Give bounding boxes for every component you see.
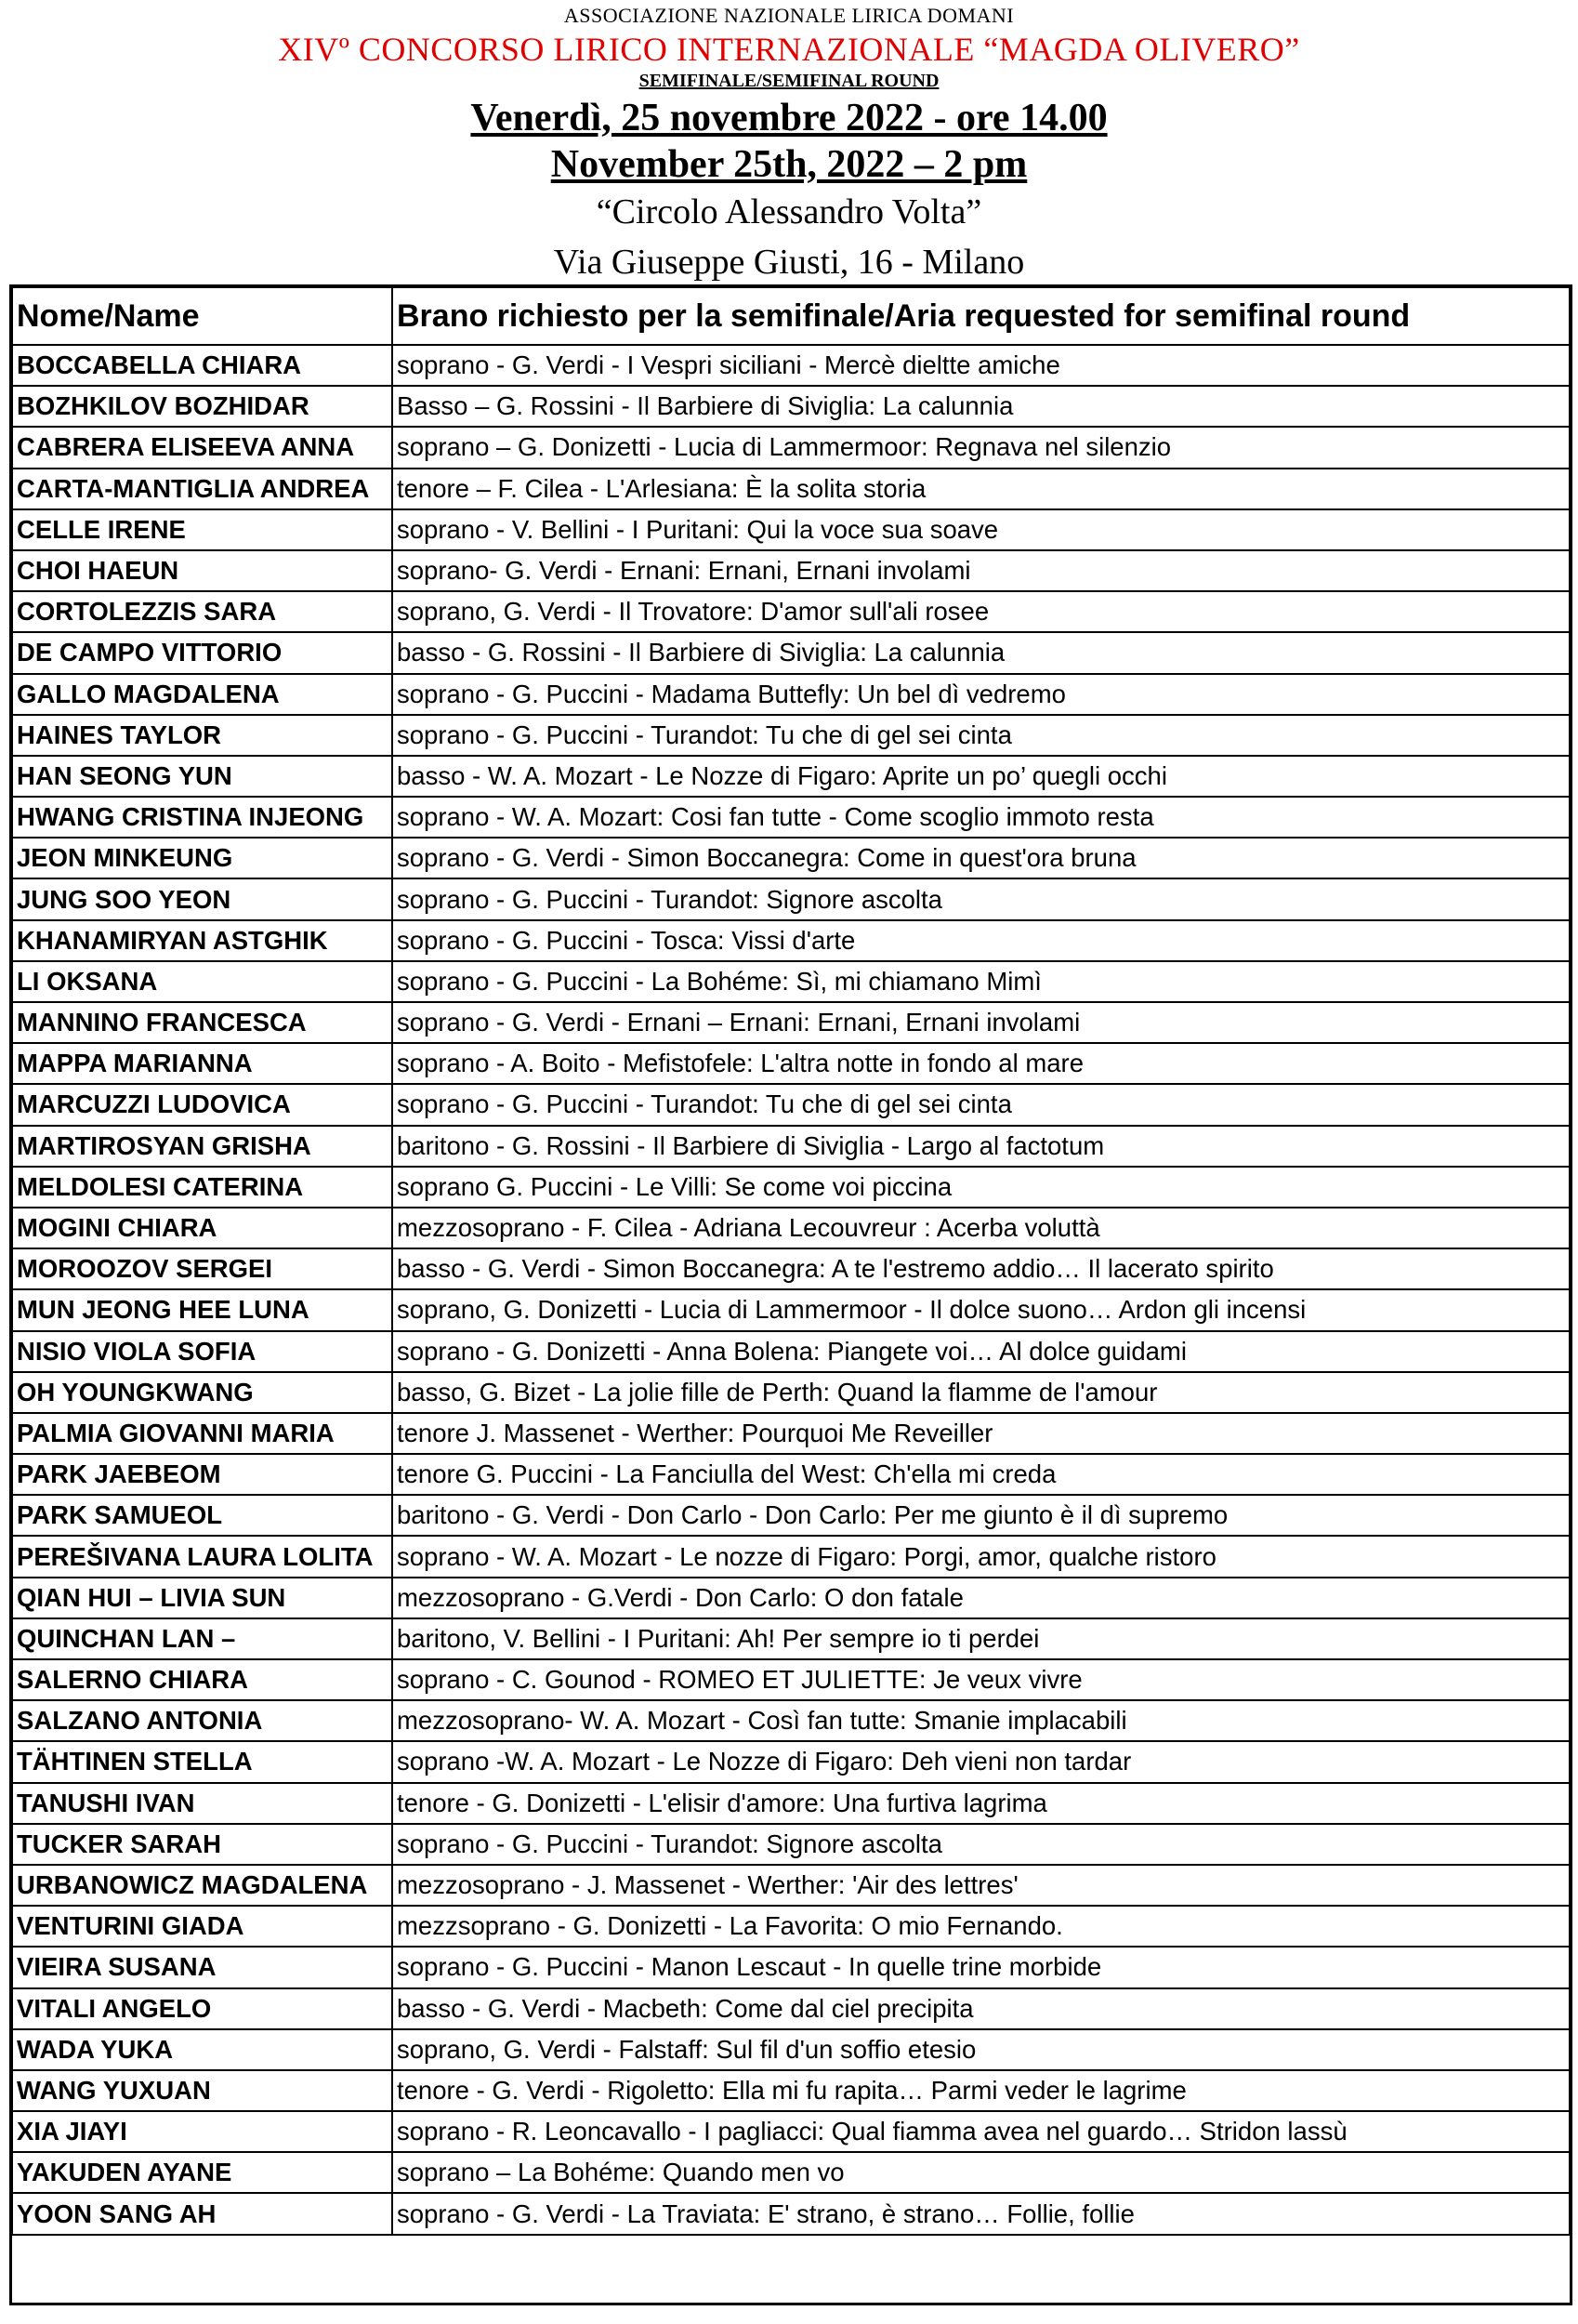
- participant-name: KHANAMIRYAN ASTGHIK: [12, 920, 392, 961]
- table-row: [12, 961, 1570, 1002]
- aria-requested: soprano - R. Leoncavallo - I pagliacci: Qual fiamma avea nel guardo… Stridon lassù: [392, 2111, 1570, 2152]
- association-name: ASSOCIAZIONE NAZIONALE LIRICA DOMANI: [563, 4, 1015, 27]
- table-row: [12, 1126, 1570, 1167]
- aria-requested: soprano - G. Puccini - Madama Buttefly: Un bel dì vedremo: [392, 674, 1570, 715]
- table-row: [12, 1536, 1570, 1577]
- aria-requested: soprano - G. Puccini - Manon Lescaut - In quelle trine morbide: [392, 1947, 1570, 1987]
- aria-requested: soprano -W. A. Mozart - Le Nozze di Figaro: Deh vieni non tardar: [392, 1741, 1570, 1782]
- table-row: [12, 1043, 1570, 1084]
- participant-name: MAPPA MARIANNA: [12, 1043, 392, 1084]
- table-row: [12, 1454, 1570, 1495]
- participant-name: CORTOLEZZIS SARA: [12, 591, 392, 632]
- participant-name: CHOI HAEUN: [12, 550, 392, 591]
- participant-name: MOGINI CHIARA: [12, 1208, 392, 1248]
- table-row: [12, 2193, 1570, 2234]
- participants-table: [11, 286, 1571, 2236]
- participant-name: MANNINO FRANCESCA: [12, 1002, 392, 1043]
- aria-requested: baritono - G. Rossini - Il Barbiere di Siviglia - Largo al factotum: [392, 1126, 1570, 1167]
- aria-requested: soprano - G. Puccini - Turandot: Tu che di gel sei cinta: [392, 715, 1570, 756]
- table-row: [12, 1248, 1570, 1289]
- participant-name: HAINES TAYLOR: [12, 715, 392, 756]
- participant-name: QIAN HUI – LIVIA SUN: [12, 1578, 392, 1618]
- table-row: [12, 345, 1570, 386]
- table-row: [12, 386, 1570, 427]
- aria-requested: basso - W. A. Mozart - Le Nozze di Figaro: Aprite un po’ quegli occhi: [392, 756, 1570, 797]
- participant-name: CARTA-MANTIGLIA ANDREA: [12, 469, 392, 509]
- aria-requested: Basso – G. Rossini - Il Barbiere di Siviglia: La calunnia: [392, 386, 1570, 427]
- table-row: [12, 715, 1570, 756]
- aria-requested: mezzosoprano- W. A. Mozart - Così fan tutte: Smanie implacabili: [392, 1700, 1570, 1741]
- table-row: [12, 838, 1570, 878]
- participant-name: DE CAMPO VITTORIO: [12, 632, 392, 673]
- table-row: [12, 1947, 1570, 1987]
- table-row: [12, 2029, 1570, 2070]
- table-row: [12, 509, 1570, 550]
- participant-name: BOCCABELLA CHIARA: [12, 345, 392, 386]
- aria-requested: soprano – G. Donizetti - Lucia di Lammermoor: Regnava nel silenzio: [392, 427, 1570, 468]
- column-header-name: Nome/Name: [12, 287, 392, 345]
- table-row: [12, 591, 1570, 632]
- table-row: [12, 878, 1570, 919]
- table-row: [12, 1413, 1570, 1454]
- aria-requested: soprano - A. Boito - Mefistofele: L'altra notte in fondo al mare: [392, 1043, 1570, 1084]
- aria-requested: basso - G. Rossini - Il Barbiere di Siviglia: La calunnia: [392, 632, 1570, 673]
- participant-name: WADA YUKA: [12, 2029, 392, 2070]
- table-row: [12, 1578, 1570, 1618]
- table-body: [12, 345, 1570, 2235]
- table-row: [12, 632, 1570, 673]
- participant-name: SALZANO ANTONIA: [12, 1700, 392, 1741]
- table-row: [12, 2152, 1570, 2193]
- aria-requested: soprano - C. Gounod - ROMEO ET JULIETTE: Je veux vivre: [392, 1659, 1570, 1700]
- round-label: SEMIFINALE/SEMIFINAL ROUND: [638, 71, 940, 91]
- aria-requested: mezzosoprano - J. Massenet - Werther: 'Air des lettres': [392, 1865, 1570, 1906]
- table-row: [12, 1988, 1570, 2029]
- aria-requested: soprano - V. Bellini - I Puritani: Qui la voce sua soave: [392, 509, 1570, 550]
- table-row: [12, 1372, 1570, 1413]
- participant-name: MUN JEONG HEE LUNA: [12, 1289, 392, 1330]
- aria-requested: soprano, G. Donizetti - Lucia di Lammermoor - Il dolce suono… Ardon gli incensi: [392, 1289, 1570, 1330]
- aria-requested: soprano G. Puccini - Le Villi: Se come voi piccina: [392, 1167, 1570, 1208]
- aria-requested: soprano - G. Verdi - Ernani – Ernani: Ernani, Ernani involami: [392, 1002, 1570, 1043]
- participant-name: MELDOLESI CATERINA: [12, 1167, 392, 1208]
- table-row: [12, 469, 1570, 509]
- participant-name: PARK JAEBEOM: [12, 1454, 392, 1495]
- aria-requested: soprano - G. Verdi - La Traviata: E' strano, è strano… Follie, follie: [392, 2193, 1570, 2234]
- aria-requested: soprano – La Bohéme: Quando men vo: [392, 2152, 1570, 2193]
- table-row: [12, 1208, 1570, 1248]
- aria-requested: tenore - G. Verdi - Rigoletto: Ella mi fu rapita… Parmi veder le lagrime: [392, 2070, 1570, 2111]
- participant-name: QUINCHAN LAN –: [12, 1618, 392, 1659]
- participant-name: PEREŠIVANA LAURA LOLITA: [12, 1536, 392, 1577]
- venue-name: “Circolo Alessandro Volta”: [596, 192, 982, 231]
- participant-name: MARTIROSYAN GRISHA: [12, 1126, 392, 1167]
- aria-requested: basso - G. Verdi - Macbeth: Come dal ciel precipita: [392, 1988, 1570, 2029]
- aria-requested: soprano, G. Verdi - Falstaff: Sul fil d'un soffio etesio: [392, 2029, 1570, 2070]
- aria-requested: mezzsoprano - G. Donizetti - La Favorita: O mio Fernando.: [392, 1906, 1570, 1947]
- participant-name: VENTURINI GIADA: [12, 1906, 392, 1947]
- participant-name: OH YOUNGKWANG: [12, 1372, 392, 1413]
- participant-name: PARK SAMUEOL: [12, 1495, 392, 1536]
- aria-requested: tenore - G. Donizetti - L'elisir d'amore: Una furtiva lagrima: [392, 1783, 1570, 1824]
- participant-name: TÄHTINEN STELLA: [12, 1741, 392, 1782]
- date-italian: Venerdì, 25 novembre 2022 - ore 14.00: [470, 97, 1108, 139]
- participant-name: TANUSHI IVAN: [12, 1783, 392, 1824]
- table-row: [12, 2111, 1570, 2152]
- aria-requested: soprano - G. Puccini - Turandot: Signore ascolta: [392, 878, 1570, 919]
- date-english: November 25th, 2022 – 2 pm: [550, 143, 1028, 186]
- table-row: [12, 920, 1570, 961]
- participant-name: PALMIA GIOVANNI MARIA: [12, 1413, 392, 1454]
- table-row: [12, 1659, 1570, 1700]
- participant-name: TUCKER SARAH: [12, 1824, 392, 1865]
- aria-requested: baritono - G. Verdi - Don Carlo - Don Carlo: Per me giunto è il dì supremo: [392, 1495, 1570, 1536]
- participant-name: LI OKSANA: [12, 961, 392, 1002]
- aria-requested: soprano - W. A. Mozart: Cosi fan tutte - Come scoglio immoto resta: [392, 797, 1570, 838]
- table-row: [12, 1783, 1570, 1824]
- column-header-aria: Brano richiesto per la semifinale/Aria requested for semifinal round: [392, 287, 1570, 345]
- table-row: [12, 1741, 1570, 1782]
- table-row: [12, 1495, 1570, 1536]
- aria-requested: tenore J. Massenet - Werther: Pourquoi Me Reveiller: [392, 1413, 1570, 1454]
- aria-requested: soprano - G. Puccini - Tosca: Vissi d'arte: [392, 920, 1570, 961]
- table-row: [12, 1865, 1570, 1906]
- table-row: [12, 1167, 1570, 1208]
- participant-name: CABRERA ELISEEVA ANNA: [12, 427, 392, 468]
- aria-requested: basso - G. Verdi - Simon Boccanegra: A te l'estremo addio… Il lacerato spirito: [392, 1248, 1570, 1289]
- table-row: [12, 797, 1570, 838]
- table-header-row: [12, 287, 1570, 345]
- table-row: [12, 1700, 1570, 1741]
- table-row: [12, 1084, 1570, 1125]
- table-row: [12, 427, 1570, 468]
- table-row: [12, 1618, 1570, 1659]
- table-row: [12, 1824, 1570, 1865]
- competition-title: XIVº CONCORSO LIRICO INTERNAZIONALE “MAGDA OLIVERO”: [278, 31, 1300, 68]
- table-row: [12, 674, 1570, 715]
- aria-requested: mezzosoprano - F. Cilea - Adriana Lecouvreur : Acerba voluttà: [392, 1208, 1570, 1248]
- participant-name: MARCUZZI LUDOVICA: [12, 1084, 392, 1125]
- participant-name: HAN SEONG YUN: [12, 756, 392, 797]
- participant-name: MOROOZOV SERGEI: [12, 1248, 392, 1289]
- participant-name: XIA JIAYI: [12, 2111, 392, 2152]
- participant-name: JEON MINKEUNG: [12, 838, 392, 878]
- participant-name: SALERNO CHIARA: [12, 1659, 392, 1700]
- aria-requested: soprano- G. Verdi - Ernani: Ernani, Ernani involami: [392, 550, 1570, 591]
- aria-requested: soprano - G. Verdi - Simon Boccanegra: Come in quest'ora bruna: [392, 838, 1570, 878]
- table-row: [12, 550, 1570, 591]
- participant-name: URBANOWICZ MAGDALENA: [12, 1865, 392, 1906]
- aria-requested: soprano - G. Puccini - La Bohéme: Sì, mi chiamano Mimì: [392, 961, 1570, 1002]
- venue-address: Via Giuseppe Giusti, 16 - Milano: [553, 243, 1025, 282]
- participant-name: HWANG CRISTINA INJEONG: [12, 797, 392, 838]
- aria-requested: tenore G. Puccini - La Fanciulla del West: Ch'ella mi creda: [392, 1454, 1570, 1495]
- aria-requested: tenore – F. Cilea - L'Arlesiana: È la solita storia: [392, 469, 1570, 509]
- table-row: [12, 1289, 1570, 1330]
- table-row: [12, 2070, 1570, 2111]
- aria-requested: soprano - G. Donizetti - Anna Bolena: Piangete voi… Al dolce guidami: [392, 1331, 1570, 1372]
- participant-name: WANG YUXUAN: [12, 2070, 392, 2111]
- aria-requested: soprano - W. A. Mozart - Le nozze di Figaro: Porgi, amor, qualche ristoro: [392, 1536, 1570, 1577]
- aria-requested: mezzosoprano - G.Verdi - Don Carlo: O don fatale: [392, 1578, 1570, 1618]
- participant-name: CELLE IRENE: [12, 509, 392, 550]
- participant-name: GALLO MAGDALENA: [12, 674, 392, 715]
- aria-requested: soprano - G. Puccini - Turandot: Tu che di gel sei cinta: [392, 1084, 1570, 1125]
- aria-requested: baritono, V. Bellini - I Puritani: Ah! Per sempre io ti perdei: [392, 1618, 1570, 1659]
- aria-requested: basso, G. Bizet - La jolie fille de Perth: Quand la flamme de l'amour: [392, 1372, 1570, 1413]
- table-row: [12, 1906, 1570, 1947]
- aria-requested: soprano - G. Verdi - I Vespri siciliani - Mercè dieltte amiche: [392, 345, 1570, 386]
- table-row: [12, 1331, 1570, 1372]
- participant-name: BOZHKILOV BOZHIDAR: [12, 386, 392, 427]
- participant-name: VITALI ANGELO: [12, 1988, 392, 2029]
- table-row: [12, 756, 1570, 797]
- participant-name: YOON SANG AH: [12, 2193, 392, 2234]
- participant-name: VIEIRA SUSANA: [12, 1947, 392, 1987]
- participant-name: JUNG SOO YEON: [12, 878, 392, 919]
- table-row: [12, 1002, 1570, 1043]
- aria-requested: soprano - G. Puccini - Turandot: Signore ascolta: [392, 1824, 1570, 1865]
- participant-name: NISIO VIOLA SOFIA: [12, 1331, 392, 1372]
- participant-name: YAKUDEN AYANE: [12, 2152, 392, 2193]
- aria-requested: soprano, G. Verdi - Il Trovatore: D'amor sull'ali rosee: [392, 591, 1570, 632]
